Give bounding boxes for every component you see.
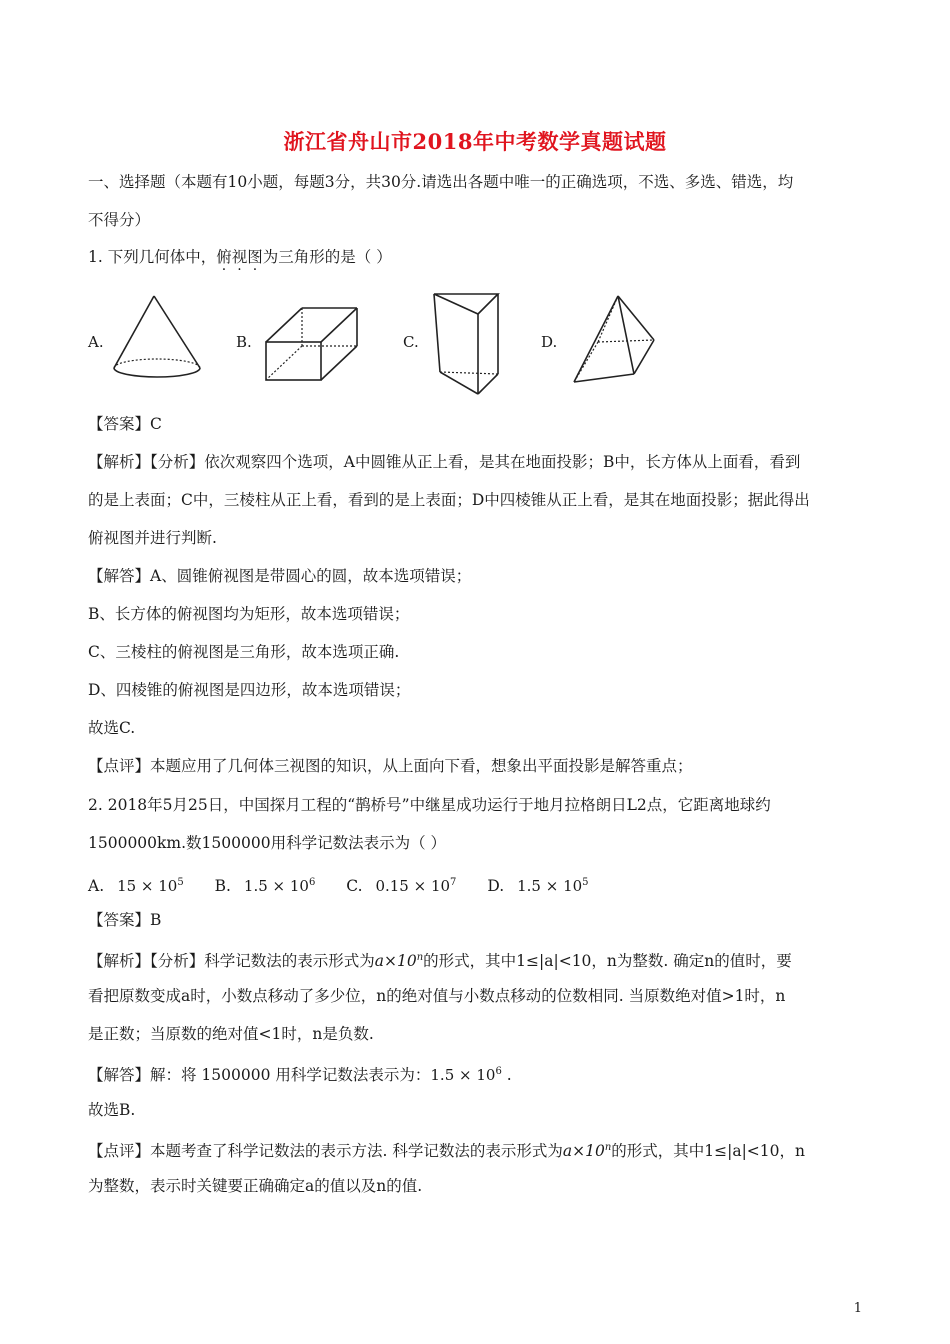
q2-option-b-base: 1.5 × 10 (243, 877, 309, 895)
q2-option-c-label: C. (346, 877, 363, 895)
q2-analysis-line1 (88, 948, 792, 971)
q2-solution-end: . (501, 1066, 512, 1085)
q2-solution-exp: 6 (495, 1066, 502, 1077)
q2-option-b-value (244, 877, 315, 895)
q2-option-c-base: 0.15 × 10 (375, 877, 451, 895)
q1-solution-line2: B、长方体的俯视图均为矩形，故本选项错误； (88, 605, 410, 623)
q1-solution-line1: 【解答】A、圆锥俯视图是带圆心的圆，故本选项错误； (88, 567, 472, 585)
q2-option-b-label: B. (214, 877, 231, 895)
q2-option-c-exp: 7 (450, 877, 457, 888)
q2-option-a-exp: 5 (177, 877, 184, 888)
page-title: 浙江省舟山市2018年中考数学真题试题 (283, 129, 667, 154)
section-heading-line2: 不得分） (88, 211, 151, 229)
q1-answer: 【答案】C (88, 415, 162, 433)
q1-stem-emphasis-1: 俯 (216, 248, 232, 266)
q2-comment-line1-a: 【点评】本题考查了科学记数法的表示方法. 科学记数法的表示形式为 (88, 1142, 563, 1161)
q2-solution-line2: 故选B. (88, 1101, 136, 1119)
q2-analysis-formula-exp: n (416, 952, 424, 963)
q2-option-a-base: 15 × 10 (117, 877, 178, 895)
q2-answer: 【答案】B (88, 911, 162, 929)
q2-option-a-value (117, 877, 184, 895)
q1-stem-emphasis-3: 图 (247, 248, 263, 266)
q1-analysis-line2: 的是上表面；C中，三棱柱从正上看，看到的是上表面；D中四棱锥从正上看，是其在地面投影；据此得出 (88, 491, 810, 509)
q2-option-b-exp: 6 (308, 877, 316, 888)
q2-comment-line1 (88, 1138, 805, 1161)
q1-stem (88, 247, 392, 267)
q1-comment: 【点评】本题应用了几何体三视图的知识，从上面向下看，想象出平面投影是解答重点； (88, 757, 693, 775)
square-pyramid-icon (568, 292, 660, 388)
q2-stem-line1: 2. 2018年5月25日，中国探月工程的“鹊桥号”中继星成功运行于地月拉格朗日L2点，它距离地球约 (88, 796, 771, 814)
q2-option-c-value (375, 877, 456, 895)
q2-options (88, 873, 589, 896)
q2-option-a-label: A. (88, 877, 105, 895)
q2-solution-line1 (88, 1062, 512, 1085)
q1-option-b-label: B. (236, 333, 252, 351)
q2-solution-text: 【解答】解：将 1500000 用科学记数法表示为： (88, 1066, 431, 1085)
q1-option-c-label: C. (403, 333, 419, 351)
q1-stem-emphasis-2: 视 (231, 248, 248, 266)
q2-analysis-formula: a×10 (374, 952, 417, 971)
q1-stem-post: 为三角形的是（ ） (262, 248, 392, 266)
triangular-prism-icon (428, 290, 508, 402)
q1-option-d-label: D. (541, 333, 558, 351)
q2-comment-formula-exp: n (604, 1142, 612, 1153)
q2-option-d-exp: 5 (582, 877, 589, 888)
cuboid-icon (260, 300, 365, 384)
q1-solution-line5: 故选C. (88, 719, 136, 737)
q1-solution-line4: D、四棱锥的俯视图是四边形，故本选项错误； (88, 681, 411, 699)
q1-solution-line3: C、三棱柱的俯视图是三角形，故本选项正确. (88, 643, 400, 661)
q2-comment-line1-d: 的形式，其中1≤|a|<10，n (611, 1142, 805, 1161)
q1-analysis-line3: 俯视图并进行判断. (88, 529, 217, 547)
page-number: 1 (853, 1301, 862, 1316)
q2-stem-line2: 1500000km.数1500000用科学记数法表示为（ ） (88, 834, 447, 852)
q2-analysis-line1-d: 的形式，其中1≤|a|<10，n为整数. 确定n的值时，要 (423, 952, 792, 971)
section-heading-line1: 一、选择题（本题有10小题，每题3分，共30分.请选出各题中唯一的正确选项，不选、多选、错选，均 (88, 173, 794, 191)
q2-comment-formula: a×10 (562, 1142, 605, 1161)
q2-option-d-label: D. (487, 877, 505, 895)
cone-icon (106, 292, 206, 384)
q2-option-d-base: 1.5 × 10 (517, 877, 583, 895)
q2-analysis-line3: 是正数；当原数的绝对值<1时，n是负数. (88, 1025, 374, 1043)
q2-analysis-line2: 看把原数变成a时，小数点移动了多少位，n的绝对值与小数点移动的位数相同. 当原数绝对值>1时，n (88, 987, 786, 1005)
q2-solution-base: 1.5 × 10 (430, 1066, 496, 1085)
q1-stem-pre: 1. 下列几何体中， (88, 248, 217, 266)
q2-option-d-value (517, 877, 588, 895)
q2-comment-line2: 为整数，表示时关键要正确确定a的值以及n的值. (88, 1177, 423, 1195)
q2-analysis-line1-a: 【解析】【分析】科学记数法的表示形式为 (88, 952, 375, 971)
q1-option-a-label: A. (88, 333, 104, 351)
q1-analysis-line1: 【解析】【分析】依次观察四个选项，A中圆锥从正上看，是其在地面投影；B中，长方体从上面看，看到 (88, 453, 801, 471)
